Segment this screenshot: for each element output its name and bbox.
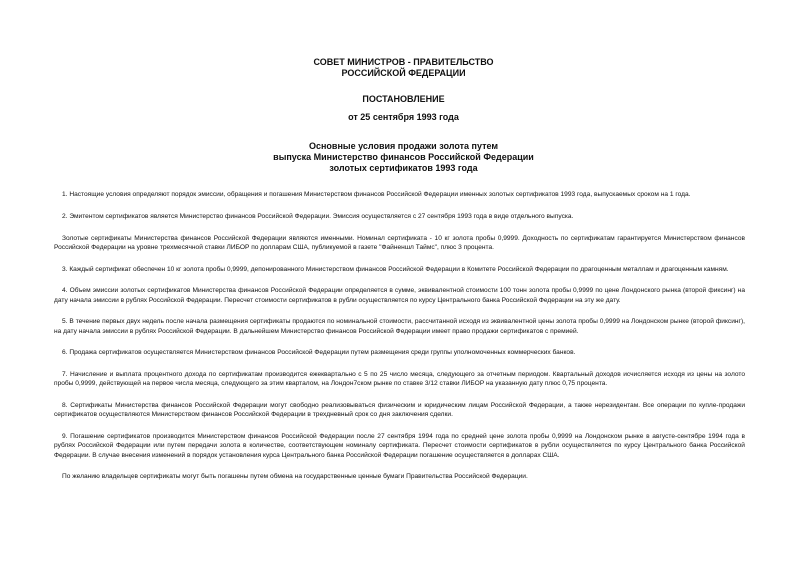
- subject-line-2: выпуска Министерство финансов Российской Федерации: [273, 152, 534, 162]
- paragraph-2-gold-certificates: Золотые сертификаты Министерства финансов Российской Федерации являются именными. Номинал сертификата - 10 кг золота пробы 0,9999. Доходность по сертификатам гарантируется Министерством финансов Российской Федерации на уровне трехмесячной ставки ЛИБОР по долларам США, публикуемой в газете "Файненшл Таймс", плюс 3 процента.: [54, 234, 745, 251]
- paragraph-9: 9. Погашение сертификатов производится Министерством финансов Российской Федерации после 27 сентября 1994 года по средней цене золота пробы 0,9999 на Лондонском рынке в августе-сентябре 1994 года в рублях Российской Федерации или путем передачи золота в количестве, соответствующем номиналу сертификата. Пересчет стоимости сертификатов в рубли осуществляется по курсу Центрального банка Российской Федерации. В случае внесения изменений в порядок установления курса Центрального банка Российской Федерации погашение осуществляется в долларах США.: [54, 433, 745, 459]
- paragraph-2: 2. Эмитентом сертификатов является Министерство финансов Российской Федерации. Эмиссия осуществляется с 27 сентября 1993 года в виде отдельного выпуска.: [62, 212, 574, 220]
- document-type: ПОСТАНОВЛЕНИЕ: [362, 94, 445, 104]
- document-date: от 25 сентября 1993 года: [348, 112, 459, 122]
- authority-line-1: СОВЕТ МИНИСТРОВ - ПРАВИТЕЛЬСТВО: [313, 57, 494, 67]
- paragraph-exchange-option: По желанию владельцев сертификаты могут быть погашены путем обмена на государственные ценные бумаги Правительства Российской Федерации.: [62, 473, 528, 481]
- paragraph-7: 7. Начисление и выплата процентного дохода по сертификатам производится ежеквартально с 5 по 25 число месяца, следующего за отчетным периодом. Квартальный доходов исчисляется исходя из цены на золото пробы 0,9999, действующей на первое числа месяца, следующего за этим кварталом, на Лондон7ском рынке по ставке 3/12 ставки ЛИБОР на указанную дату плюс 0,75 процента.: [54, 371, 745, 388]
- subject-line-1: Основные условия продажи золота путем: [308, 141, 499, 151]
- paragraph-3: 3. Каждый сертификат обеспечен 10 кг золота пробы 0,9999, депонированного Министерством финансов Российской Федерации в Комитете Российской Федерации по драгоценным металлам и драгоценным камням.: [62, 265, 729, 273]
- paragraph-6: 6. Продажа сертификатов осуществляется Министерством финансов Российской Федерации путем размещения среди группы уполномоченных коммерческих банков.: [62, 349, 576, 357]
- authority-line-2: РОССИЙСКОЙ ФЕДЕРАЦИИ: [341, 68, 466, 78]
- document-subject: [0, 141, 807, 174]
- paragraph-5: 5. В течение первых двух недель после начала размещения сертификаты продаются по номинальной стоимости, рассчитанной исходя из эквивалентной цены золота пробы 0,9999 на Лондонском рынке (второй фиксинг), на дату начала эмиссии в рублях Российской Федерации. В дальнейшем Министерство финансов Российской Федерации имеет право продажи сертификатов с премией.: [54, 318, 745, 335]
- paragraph-8: 8. Сертификаты Министерства финансов Российской Федерации могут свободно реализовываться физическим и юридическим лицам Российской Федерации, а также нерезидентам. Все операции по купле-продажи сертификатов осуществляются Министерством финансов Российской Федерации в трехдневный срок со дня заключения сделки.: [54, 402, 745, 419]
- paragraph-4: 4. Объем эмиссии золотых сертификатов Министерства финансов Российской Федерации определяется в сумме, эквивалентной стоимости 100 тонн золота пробы 0,9999 по цене Лондонского рынка (второй фиксинг) на дату начала эмиссии в рублях Российской Федерации. Пересчет стоимости сертификатов в рубли осуществляется по курсу Центрального банка Российской Федерации на эту же дату.: [54, 287, 745, 304]
- subject-line-3: золотых сертификатов 1993 года: [329, 163, 478, 173]
- issuing-authority: [0, 57, 807, 79]
- paragraph-1: 1. Настоящие условия определяют порядок эмиссии, обращения и погашения Министерством финансов Российской Федерации именных золотых сертификатов 1993 года, выпускаемых сроком на 1 года.: [62, 191, 691, 198]
- document-body: [54, 190, 745, 494]
